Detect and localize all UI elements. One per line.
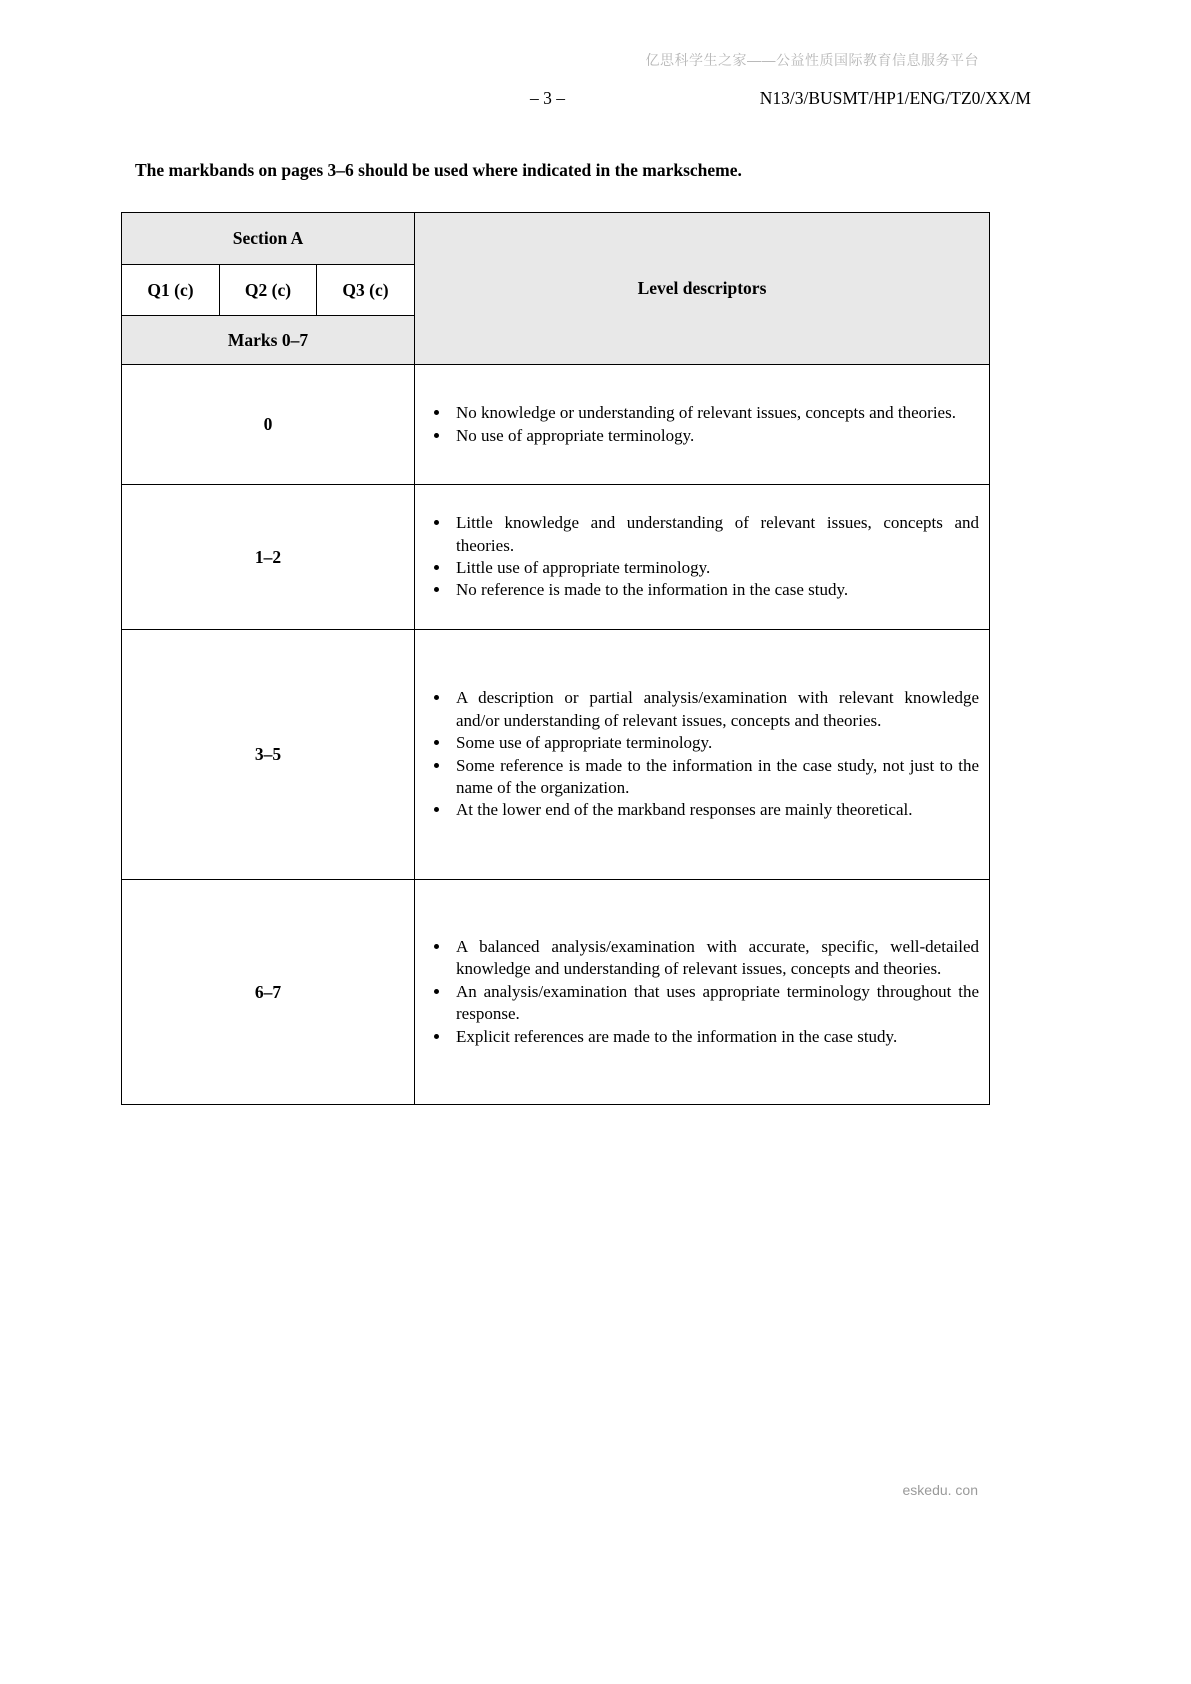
footer-site: eskedu. con <box>902 1482 978 1498</box>
descriptor-item: • No use of appropriate terminology. <box>451 425 979 447</box>
descriptor-item: • Some reference is made to the information in the case study, not just to the name of the organization. <box>451 755 979 800</box>
descriptor-item: • An analysis/examination that uses appropriate terminology throughout the response. <box>451 981 979 1026</box>
watermark-text: 亿思科学生之家——公益性质国际教育信息服务平台 <box>645 52 979 68</box>
markband-table <box>121 212 990 1105</box>
q3-header: Q3 (c) <box>317 265 415 316</box>
page-number: – 3 – <box>530 88 565 108</box>
descriptor-list <box>419 936 979 1048</box>
descriptor-list <box>419 687 979 822</box>
table-header-row-section <box>122 213 990 265</box>
table-row <box>122 365 990 485</box>
marks-cell: 3–5 <box>122 630 415 880</box>
descriptor-list <box>419 402 979 447</box>
table-row <box>122 880 990 1105</box>
descriptor-cell <box>415 630 990 880</box>
marks-cell: 6–7 <box>122 880 415 1105</box>
descriptor-item: • Some use of appropriate terminology. <box>451 732 979 754</box>
descriptor-item: • Explicit references are made to the information in the case study. <box>451 1026 979 1048</box>
descriptor-cell <box>415 880 990 1105</box>
q1-header: Q1 (c) <box>122 265 220 316</box>
descriptor-item: • Little knowledge and understanding of relevant issues, concepts and theories. <box>451 512 979 557</box>
markband-table-container <box>121 212 990 1105</box>
intro-text: The markbands on pages 3–6 should be used where indicated in the markscheme. <box>135 160 742 180</box>
table-row <box>122 485 990 630</box>
section-a-header: Section A <box>122 213 415 265</box>
marks-cell: 0 <box>122 365 415 485</box>
descriptor-item: • At the lower end of the markband responses are mainly theoretical. <box>451 799 979 821</box>
descriptor-cell <box>415 485 990 630</box>
descriptor-list <box>419 512 979 602</box>
descriptor-item: • No knowledge or understanding of relevant issues, concepts and theories. <box>451 402 979 424</box>
descriptor-item: • No reference is made to the information in the case study. <box>451 579 979 601</box>
marks-cell: 1–2 <box>122 485 415 630</box>
table-row <box>122 630 990 880</box>
level-descriptors-header: Level descriptors <box>415 213 990 365</box>
marks-range-header: Marks 0–7 <box>122 316 415 365</box>
descriptor-cell <box>415 365 990 485</box>
descriptor-item: • A balanced analysis/examination with accurate, specific, well-detailed knowledge and understanding of relevant issues, concepts and theories. <box>451 936 979 981</box>
q2-header: Q2 (c) <box>220 265 317 316</box>
document-reference: N13/3/BUSMT/HP1/ENG/TZ0/XX/M <box>759 88 1031 108</box>
descriptor-item: • A description or partial analysis/examination with relevant knowledge and/or understanding of relevant issues, concepts and theories. <box>451 687 979 732</box>
descriptor-item: • Little use of appropriate terminology. <box>451 557 979 579</box>
